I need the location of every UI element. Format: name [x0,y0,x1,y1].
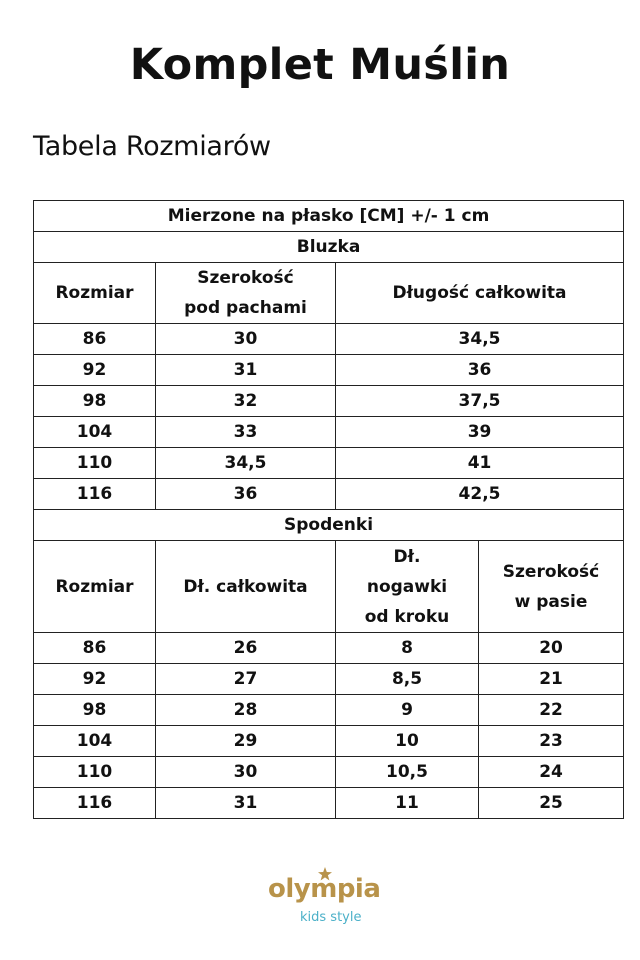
section-row-bluzka [34,232,624,263]
cell-size: 104 [34,417,156,448]
table-row [34,386,624,417]
bluzka-header-row [34,263,624,324]
cell-value: 31 [156,355,336,386]
cell-size: 116 [34,788,156,819]
cell-value: 21 [479,664,624,695]
page-title: Komplet Muślin [129,40,511,90]
cell-value: 8,5 [336,664,479,695]
section-row-spodenki [34,510,624,541]
section-title-spodenki: Spodenki [34,510,624,541]
table-row [34,355,624,386]
cell-value: 25 [479,788,624,819]
cell-value: 11 [336,788,479,819]
cell-value: 10 [336,726,479,757]
table-row [34,417,624,448]
cell-size: 110 [34,757,156,788]
cell-size: 92 [34,664,156,695]
cell-value: 30 [156,757,336,788]
col-header: Dł. nogawki od kroku [336,541,479,633]
table-row [34,726,624,757]
cell-value: 42,5 [336,479,624,510]
cell-size: 86 [34,324,156,355]
col-header: Szerokość pod pachami [156,263,336,324]
col-header: Dł. całkowita [156,541,336,633]
cell-value: 8 [336,633,479,664]
measure-note: Mierzone na płasko [CM] +/- 1 cm [34,201,624,232]
cell-value: 34,5 [336,324,624,355]
section-title-bluzka: Bluzka [34,232,624,263]
cell-value: 23 [479,726,624,757]
cell-value: 33 [156,417,336,448]
cell-value: 30 [156,324,336,355]
logo-brand-text: olympia [268,874,381,904]
cell-value: 37,5 [336,386,624,417]
table-row [34,788,624,819]
cell-value: 29 [156,726,336,757]
cell-size: 86 [34,633,156,664]
table-row [34,633,624,664]
table-row [34,757,624,788]
cell-value: 36 [156,479,336,510]
table-row [34,324,624,355]
table-row [34,664,624,695]
cell-value: 22 [479,695,624,726]
col-header: Rozmiar [34,541,156,633]
size-table-heading: Tabela Rozmiarów [33,131,271,162]
cell-value: 28 [156,695,336,726]
cell-value: 26 [156,633,336,664]
cell-value: 39 [336,417,624,448]
cell-size: 116 [34,479,156,510]
cell-size: 104 [34,726,156,757]
cell-value: 41 [336,448,624,479]
col-header: Szerokość w pasie [479,541,624,633]
table-row [34,448,624,479]
size-table [33,200,624,819]
cell-value: 20 [479,633,624,664]
cell-size: 98 [34,386,156,417]
cell-value: 10,5 [336,757,479,788]
brand-logo [268,868,381,928]
logo-tagline: kids style [300,910,362,925]
cell-size: 92 [34,355,156,386]
cell-value: 36 [336,355,624,386]
cell-value: 27 [156,664,336,695]
table-row [34,479,624,510]
cell-value: 34,5 [156,448,336,479]
cell-size: 110 [34,448,156,479]
col-header: Długość całkowita [336,263,624,324]
spodenki-header-row [34,541,624,633]
measure-note-row [34,201,624,232]
cell-value: 32 [156,386,336,417]
cell-value: 31 [156,788,336,819]
table-row [34,695,624,726]
cell-size: 98 [34,695,156,726]
cell-value: 9 [336,695,479,726]
cell-value: 24 [479,757,624,788]
col-header: Rozmiar [34,263,156,324]
